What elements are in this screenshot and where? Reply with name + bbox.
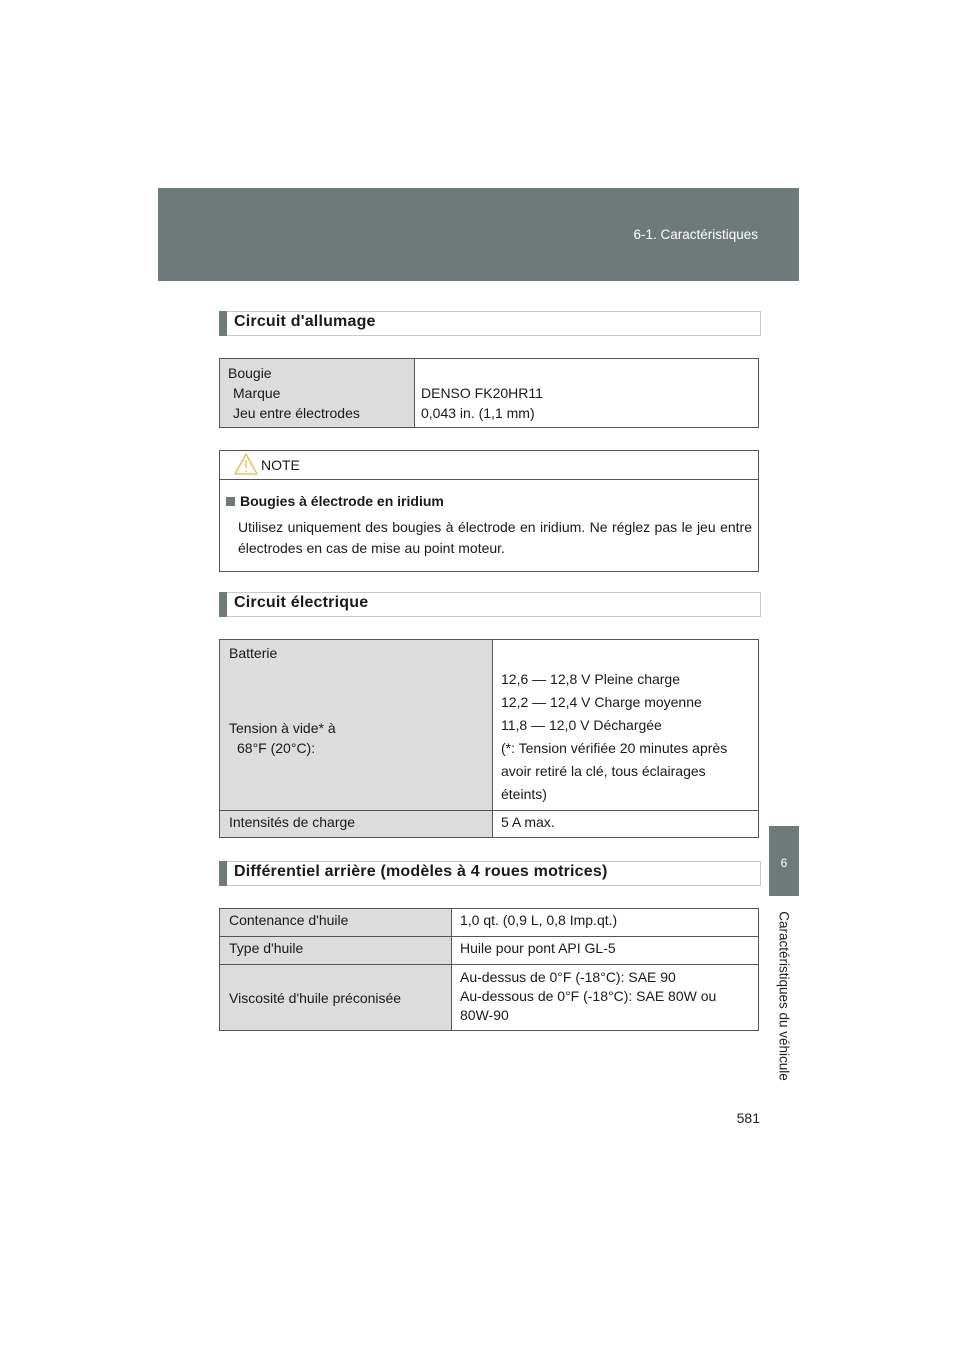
oil-type-label: Type d'huile bbox=[220, 937, 452, 965]
charge-value: 5 A max. bbox=[493, 811, 759, 838]
voltage-footnote-line: éteints) bbox=[501, 786, 547, 802]
oil-capacity-label: Contenance d'huile bbox=[220, 909, 452, 937]
gap-value: 0,043 in. (1,1 mm) bbox=[421, 405, 535, 421]
page-header bbox=[158, 188, 799, 281]
viscosity-value-cell bbox=[452, 965, 759, 1031]
battery-value-cell bbox=[493, 640, 759, 811]
section-marker bbox=[219, 592, 227, 617]
section-heading-differential bbox=[219, 861, 761, 886]
warning-triangle-icon bbox=[234, 453, 258, 480]
charge-label: Intensités de charge bbox=[220, 811, 493, 838]
chapter-tab-number: 6 bbox=[780, 856, 788, 870]
viscosity-line: Au-dessus de 0°F (-18°C): SAE 90 bbox=[460, 969, 676, 985]
viscosity-line: 80W-90 bbox=[460, 1007, 509, 1023]
voltage-value-line: 12,6 — 12,8 V Pleine charge bbox=[501, 671, 681, 687]
spark-plug-label-cell bbox=[220, 359, 415, 428]
section-title: Circuit d'allumage bbox=[234, 313, 376, 330]
page-number: 581 bbox=[736, 1110, 760, 1126]
voltage-footnote-line: (*: Tension vérifiée 20 minutes après bbox=[501, 740, 728, 756]
battery-label-cell bbox=[220, 640, 493, 811]
note-title: NOTE bbox=[261, 457, 300, 473]
section-title: Différentiel arrière (modèles à 4 roues motrices) bbox=[234, 863, 608, 880]
oil-capacity-value: 1,0 qt. (0,9 L, 0,8 Imp.qt.) bbox=[452, 909, 759, 937]
oil-type-value: Huile pour pont API GL-5 bbox=[452, 937, 759, 965]
gap-label: Jeu entre électrodes bbox=[233, 405, 360, 421]
section-marker bbox=[219, 861, 227, 886]
voltage-value-line: 11,8 — 12,0 V Déchargée bbox=[501, 717, 662, 733]
note-box bbox=[219, 450, 759, 572]
ignition-table bbox=[219, 358, 759, 428]
temperature-label: 68°F (20°C): bbox=[237, 740, 316, 756]
differential-table bbox=[219, 908, 759, 1031]
section-heading-electrical bbox=[219, 592, 761, 617]
battery-label: Batterie bbox=[229, 645, 278, 661]
viscosity-line: Au-dessous de 0°F (-18°C): SAE 80W ou bbox=[460, 988, 717, 1004]
note-subtitle-text: Bougies à électrode en iridium bbox=[240, 493, 444, 509]
brand-label: Marque bbox=[233, 385, 281, 401]
voltage-label: Tension à vide* à bbox=[229, 720, 336, 736]
voltage-footnote-line: avoir retiré la clé, tous éclairages bbox=[501, 763, 706, 779]
voltage-value-line: 12,2 — 12,4 V Charge moyenne bbox=[501, 694, 702, 710]
section-title: Circuit électrique bbox=[234, 594, 369, 611]
note-text: Utilisez uniquement des bougies à électrode en iridium. Ne réglez pas le jeu entre électrodes en cas de mise au point moteur. bbox=[238, 519, 752, 556]
viscosity-label: Viscosité d'huile préconisée bbox=[220, 965, 452, 1031]
spark-plug-label: Bougie bbox=[228, 365, 272, 381]
note-header bbox=[220, 451, 758, 480]
electrical-table bbox=[219, 639, 759, 838]
chapter-side-label: Caractéristiques du véhicule bbox=[776, 911, 792, 1081]
brand-value: DENSO FK20HR11 bbox=[421, 385, 543, 401]
note-subtitle bbox=[226, 493, 444, 509]
chapter-title: 6-1. Caractéristiques bbox=[633, 227, 758, 242]
section-heading-ignition bbox=[219, 311, 761, 336]
chapter-tab bbox=[769, 826, 799, 896]
bullet-square-icon bbox=[226, 497, 235, 506]
section-marker bbox=[219, 311, 227, 336]
spark-plug-value-cell bbox=[415, 359, 759, 428]
